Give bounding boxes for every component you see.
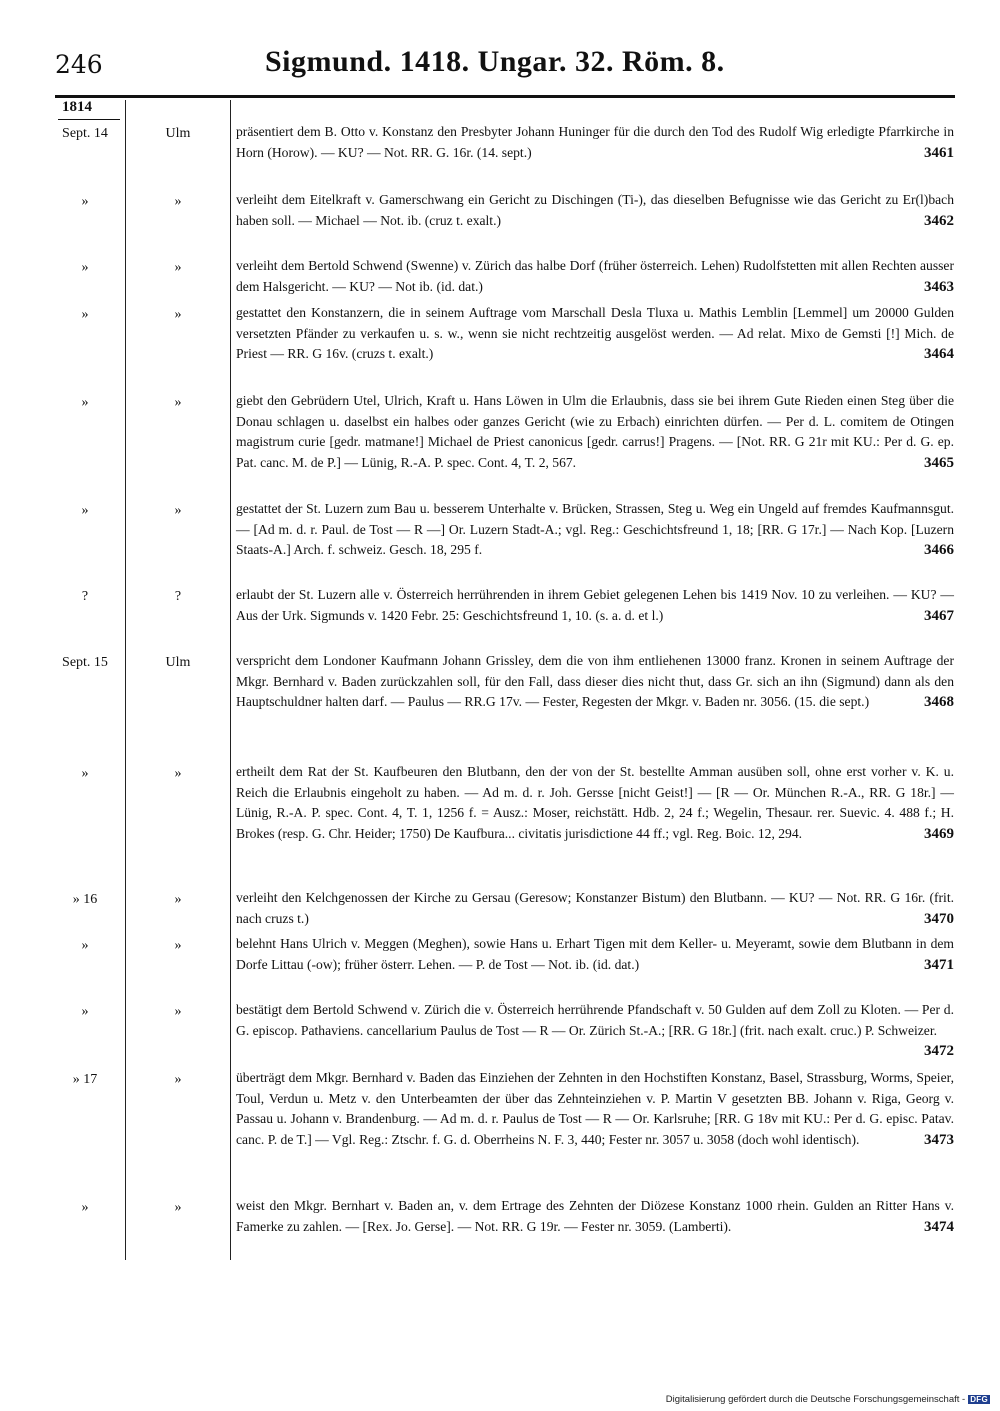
entry-date: » 17 [72,1072,98,1087]
entry-number: 3468 [924,694,954,710]
column-divider-place [230,100,231,1260]
entry-place: » [174,194,182,209]
entry-text [236,762,954,844]
entry-place: ? [174,589,182,604]
dfg-logo: DFG [970,1395,988,1404]
entry-body: verleiht den Kelchgenossen der Kirche zu Gersau (Geresow; Konstanzer Bistum) den Blutbann. — KU? — Not. RR. G 16r. (frit. nach cruzs t.) [236,890,954,926]
entry-place: » [174,260,182,275]
entry-number: 3464 [924,346,954,362]
entry-date: ? [81,589,89,604]
entry-body: ertheilt dem Rat der St. Kaufbeuren den Blutbann, den der von der St. bestellte Amman ausüben soll, ohne erst vorher v. K. u. Reich die Erlaubnis eingeholt zu haben. — Ad m. d. r. Joh. Gersse [nicht Geist!] — [R — Or. München R.-A., RR. G 18r.] — Lünig, R.-A. P. spec. Cont. 4, T. 1, 1256 f. = Ausz.: Moser, reichstätt. Hdb. 2, 24 f.; Wegelin, Thesaur. rer. Suevic. 4. 488 f.; H. Brokes (resp. G. Chr. Heider; 1750) De Kaufbura... civitatis jurisdictione 44 ff.; vgl. Reg. Boic. 12, 294. [236,764,954,841]
entry-number: 3466 [924,542,954,558]
entry-text [236,190,954,231]
entry-date: Sept. 15 [62,655,108,670]
entry-text [236,303,954,365]
entry-place: Ulm [165,655,191,670]
entry-number: 3472 [924,1043,954,1059]
entry-text [236,1068,954,1150]
entry-body: weist den Mkgr. Bernhart v. Baden an, v. dem Ertrage des Zehnten der Diözese Konstanz 1000 rhein. Gulden an Ritter Hans v. Famerke zu zahlen. — [Rex. Jo. Gerse]. — Not. RR. G 19r. — Fester nr. 3059. (Lamberti). [236,1198,954,1234]
head-rule [55,95,955,98]
entry-date: » [81,307,89,322]
entry-body: gestattet der St. Luzern zum Bau u. besserem Unterhalte v. Brücken, Strassen, Steg u. Weg ein Ungeld auf fremdes Kaufmannsgut. — [Ad m. d. r. Paul. de Tost — R —] Or. Luzern Stadt-A.; vgl. Reg.: Geschichtsfreund 1, 18; [RR. G 17r.] — Nach Kop. [Luzern Staats-A.] Arch. f. schweiz. Gesch. 18, 295 f. [236,501,954,557]
entry-body: giebt den Gebrüdern Utel, Ulrich, Kraft u. Hans Löwen in Ulm die Erlaubnis, dass sie bei ihrem Gute Rieden einen Steg über die Donau schlagen u. daselbst ein halbes oder ganzes Gericht (wie zu Erbach) einrichten dürfen. — Per d. L. comitem de Otingen magistrum curie [gedr. matmane!] Michael de Priest canonicus [gedr. carrus!] Pragens. — [Not. RR. G 21r mit KU.: Per d. G. ep. Pat. canc. M. de P.] — Lünig, R.-A. P. spec. Cont. 4, T. 2, 567. [236,393,954,470]
entry-body: belehnt Hans Ulrich v. Meggen (Meghen), sowie Hans u. Erhart Tigen mit dem Keller- u. Meyeramt, sowie dem Blutbann in dem Dorfe Littau (-ow); früher österr. Lehen. — P. de Tost — Not. ib. (id. dat.) [236,936,954,972]
entry-text [236,499,954,561]
entry-date: » 16 [72,892,98,907]
entry-place: » [174,503,182,518]
entry-date: » [81,1200,89,1215]
entry-date: Sept. 14 [62,126,108,141]
entry-number: 3465 [924,454,954,471]
entry-body: gestattet den Konstanzern, die in seinem Auftrage vom Marschall Desla Tluxa u. Mathis Lemblin [Lemmel] um 20000 Gulden versetzten Pfänder zu verkaufen u. s. w., wenn sie nicht rechtzeitig ausgelöst werden. — Ad relat. Mixo de Gemsti [!] Mich. de Priest — RR. G 16v. (cruzs t. exalt.) [236,305,954,361]
entry-text [236,122,954,163]
entry-place: » [174,1004,182,1019]
entry-place: » [174,766,182,781]
entry-place: » [174,1200,182,1215]
entry-body: überträgt dem Mkgr. Bernhard v. Baden das Einziehen der Zehnten in den Hochstiften Konstanz, Basel, Strassburg, Worms, Speier, Toul, Verdun u. Metz v. den Unterbeamten der über das Zehnteinziehen v. P. Martin V gesetzten BB. Johann v. Riga, Georg v. Passau u. Johann v. Brandenburg. — Ad m. d. r. Paulus de Tost — R — Or. Karlsruhe; [RR. G 18v mit KU.: Per d. G. episc. Patav. canc. P. de T.] — Vgl. Reg.: Ztschr. f. G. d. Oberrheins N. F. 3, 440; Fester nr. 3057 u. 3058 (doch wohl identisch). [236,1070,954,1147]
entry-body: präsentiert dem B. Otto v. Konstanz den Presbyter Johann Huninger für die durch den Tod des Rudolf Wig erledigte Pfarrkirche in Horn (Horow). — KU? — Not. RR. G. 16r. (14. sept.) [236,124,954,160]
entry-number: 3469 [924,825,954,842]
entry-number: 3471 [924,956,954,973]
entry-text [236,256,954,297]
footer-credit-text: Digitalisierung gefördert durch die Deutsche Forschungsgemeinschaft - [665,1394,966,1405]
entry-number: 3470 [924,910,954,927]
entry-number: 3473 [924,1131,954,1148]
entry-number: 3461 [924,144,954,161]
entry-text [236,934,954,975]
entry-date: » [81,194,89,209]
year-underline [58,119,120,120]
entry-text [236,1196,954,1237]
entry-place: Ulm [165,126,191,141]
entry-number: 3463 [924,278,954,295]
entry-body: verleiht dem Eitelkraft v. Gamerschwang ein Gericht zu Dischingen (Ti-), das dieselben Befugnisse wie das Gericht zu Er(l)bach haben soll. — Michael — Not. ib. (cruz t. exalt.) [236,192,954,228]
entry-text [236,651,954,713]
entry-body: erlaubt der St. Luzern alle v. Österreich herrührenden in ihrem Gebiet gelegenen Lehen bis 1419 Nov. 10 zu verleihen. — KU? — Aus der Urk. Sigmunds v. 1420 Febr. 25: Geschichtsfreund 1, 10. (s. a. d. et l.) [236,587,954,623]
entry-place: » [174,307,182,322]
entry-text [236,1000,954,1062]
entry-text [236,888,954,929]
year-label: 1814 [62,99,92,115]
entry-body: verspricht dem Londoner Kaufmann Johann Grissley, dem die von ihm entliehenen 13000 franz. Kronen in seinem Auftrage der Mkgr. Bernhard v. Baden zurückzahlen soll, für den Fall, dass dieser dies nicht thut, dass Gr. sich an ihn (Sigmund) dann als den Hauptschuldner halten darf. — Paulus — RR.G 17v. — Fester, Regesten der Mkgr. v. Baden nr. 3056. (15. die sept.) [236,653,954,709]
entry-date: » [81,766,89,781]
entry-date: » [81,1004,89,1019]
entry-body: bestätigt dem Bertold Schwend v. Zürich die v. Österreich herrührende Pfandschaft v. 50 Gulden auf dem Zoll zu Kloten. — Per d. G. episcop. Pathaviens. cancellarium Paulus de Tost — R — Or. Zürich St.-A.; [RR. G 18r.] (frit. nach exalt. cruc.) P. Schweizer. [236,1002,954,1038]
entry-body: verleiht dem Bertold Schwend (Swenne) v. Zürich das halbe Dorf (früher österreich. Lehen) Rudolfstetten mit allen Rechten ausser dem Halsgericht. — KU? — Not ib. (id. dat.) [236,258,954,294]
entry-number: 3467 [924,607,954,624]
entry-number: 3474 [924,1218,954,1235]
entry-place: » [174,395,182,410]
entry-date: » [81,503,89,518]
footer-credit [666,1394,990,1405]
entry-text [236,585,954,626]
entry-place: » [174,1072,182,1087]
running-head: Sigmund. 1418. Ungar. 32. Röm. 8. [265,45,725,78]
entry-date: » [81,395,89,410]
page-number: 246 [55,50,103,79]
entry-number: 3462 [924,212,954,229]
entry-place: » [174,938,182,953]
entry-text [236,391,954,473]
entry-date: » [81,938,89,953]
column-divider-date [125,100,126,1260]
entry-place: » [174,892,182,907]
entry-date: » [81,260,89,275]
